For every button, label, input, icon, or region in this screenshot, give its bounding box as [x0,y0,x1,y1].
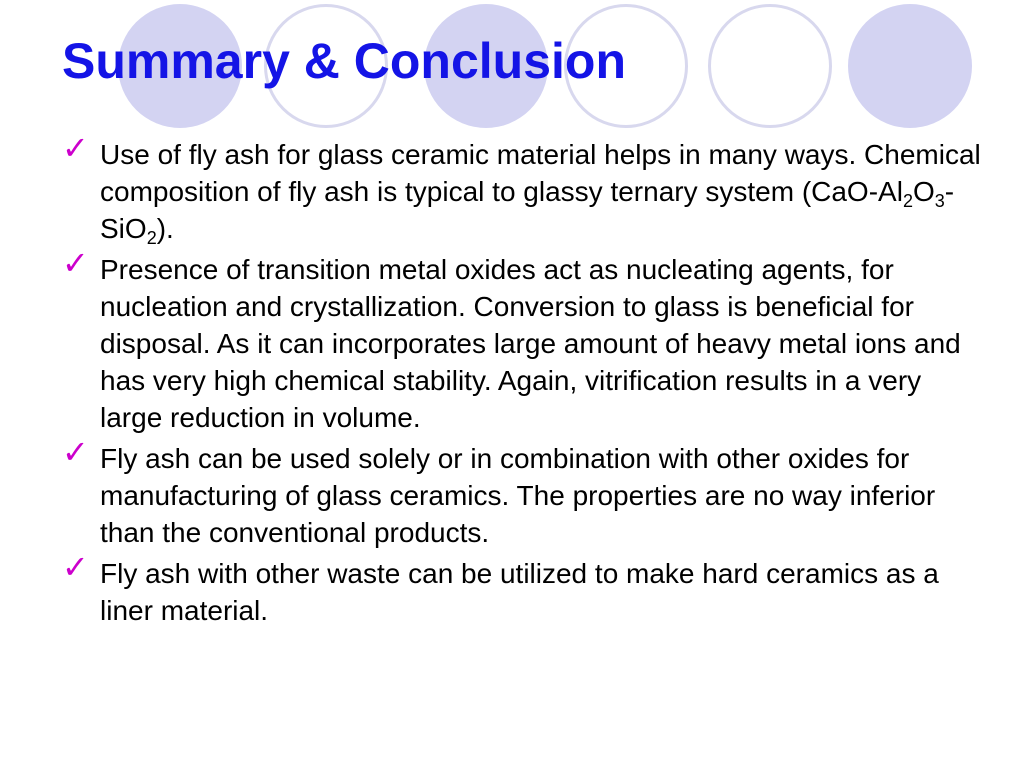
decor-circle-5 [708,4,832,128]
checkmark-icon: ✓ [62,245,89,281]
bullet-1-text-c: -SiO [100,176,955,244]
subscript-2a: 2 [902,191,913,211]
bullet-text-3: Fly ash can be used solely or in combination with other oxides for manufacturing of glass ceramics. The properties are no way inferior than the conventional products. [100,443,936,548]
bullet-text-2: Presence of transition metal oxides act as nucleating agents, for nucleation and crystallization. Conversion to glass is beneficial for disposal. As it can incorporates large amount of heavy metal ions and has very high chemical stability. Again, vitrification results in a very large reduction in volume. [100,254,961,433]
bullet-item-1 [60,130,990,248]
bullet-item-4 [60,549,990,629]
decor-circle-6 [848,4,972,128]
subscript-2b: 2 [146,228,157,248]
bullet-1-text-a: Use of fly ash for glass ceramic material helps in many ways. Chemical composition of fly ash is typical to glassy ternary system (CaO-Al [100,139,981,207]
bullet-item-2 [60,245,990,436]
bullet-text-4: Fly ash with other waste can be utilized to make hard ceramics as a liner material. [100,558,939,626]
bullet-1-text-d: ). [156,213,174,244]
checkmark-icon: ✓ [62,549,89,585]
bullet-item-3 [60,434,990,551]
bullet-1-text-b: O [912,176,935,207]
slide-title: Summary & Conclusion [62,33,626,89]
checkmark-icon: ✓ [62,130,89,166]
checkmark-icon: ✓ [62,434,89,470]
subscript-3: 3 [934,191,945,211]
bullet-text-1 [100,136,990,247]
bullet-list [60,130,990,633]
